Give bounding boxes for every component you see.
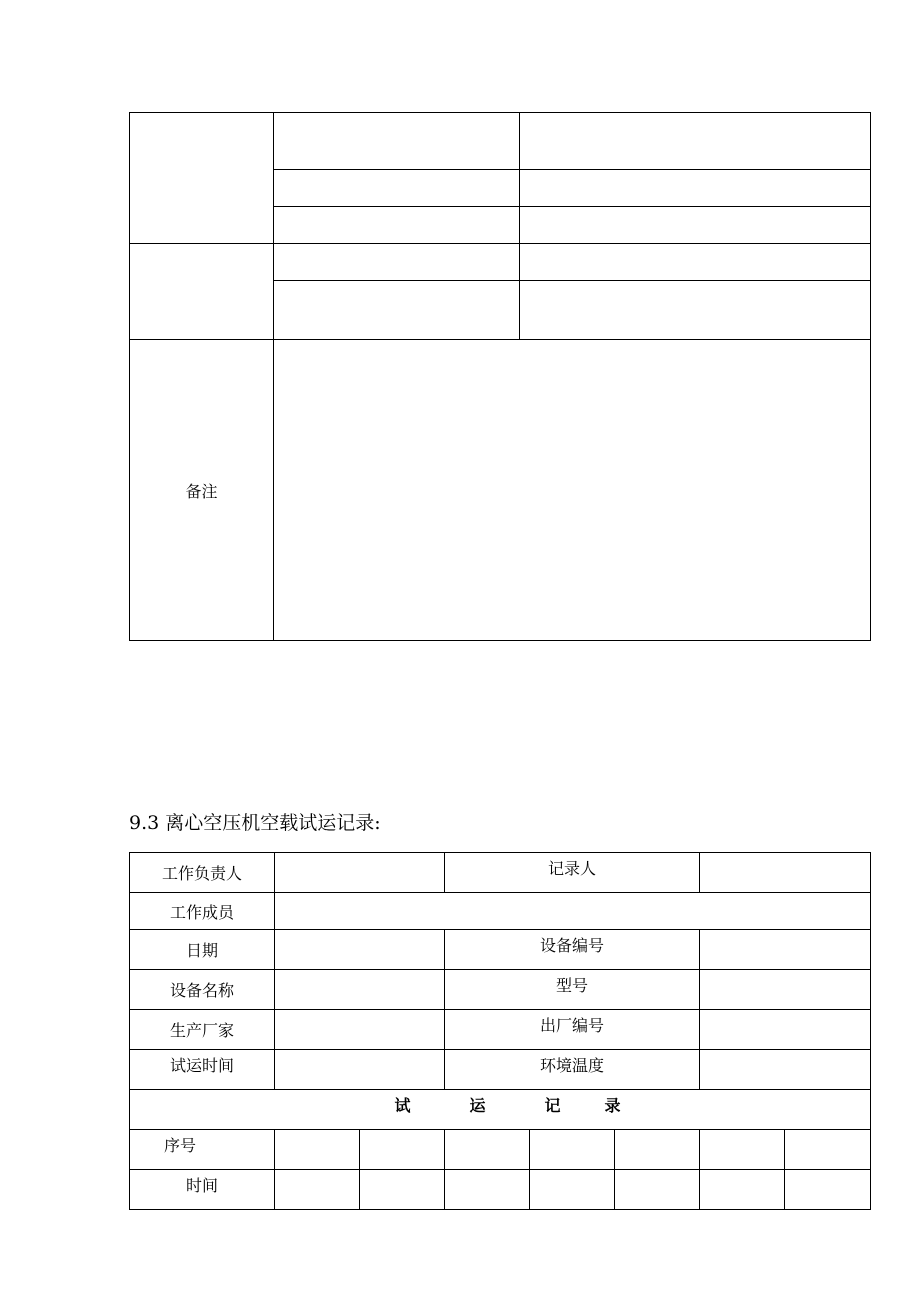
work-members-label: 工作成员 — [130, 893, 275, 930]
manufacturer-label: 生产厂家 — [130, 1010, 275, 1050]
equipment-no-label: 设备编号 — [445, 930, 700, 970]
banner-char: 记 — [544, 1096, 561, 1115]
sequence-cell[interactable] — [615, 1130, 700, 1170]
recorder-field[interactable] — [700, 853, 871, 893]
sequence-cell[interactable] — [700, 1130, 785, 1170]
form-cell[interactable] — [520, 244, 871, 281]
top-form-table — [129, 112, 871, 641]
work-leader-field[interactable] — [275, 853, 445, 893]
sequence-cell[interactable] — [530, 1130, 615, 1170]
banner-char: 试 — [394, 1096, 411, 1115]
trial-run-record-table — [129, 852, 871, 1210]
date-label: 日期 — [130, 930, 275, 970]
sequence-cell[interactable] — [275, 1130, 360, 1170]
remarks-label: 备注 — [130, 340, 274, 641]
time-label: 时间 — [130, 1170, 275, 1210]
model-label: 型号 — [445, 970, 700, 1010]
banner-char: 录 — [604, 1096, 621, 1115]
sequence-label: 序号 — [130, 1130, 275, 1170]
form-cell[interactable] — [274, 281, 520, 340]
form-cell[interactable] — [274, 170, 520, 207]
trial-time-label: 试运时间 — [130, 1050, 275, 1090]
sequence-cell[interactable] — [445, 1130, 530, 1170]
sequence-cell[interactable] — [785, 1130, 871, 1170]
time-cell[interactable] — [275, 1170, 360, 1210]
time-cell[interactable] — [700, 1170, 785, 1210]
form-cell[interactable] — [520, 113, 871, 170]
merged-label-cell-1 — [130, 113, 274, 244]
equipment-name-field[interactable] — [275, 970, 445, 1010]
form-cell[interactable] — [274, 113, 520, 170]
time-cell[interactable] — [530, 1170, 615, 1210]
time-cell[interactable] — [360, 1170, 445, 1210]
recorder-label: 记录人 — [445, 853, 700, 893]
date-field[interactable] — [275, 930, 445, 970]
time-cell[interactable] — [785, 1170, 871, 1210]
form-cell[interactable] — [274, 207, 520, 244]
form-cell[interactable] — [520, 281, 871, 340]
manufacturer-field[interactable] — [275, 1010, 445, 1050]
ambient-temp-field[interactable] — [700, 1050, 871, 1090]
merged-label-cell-2 — [130, 244, 274, 340]
factory-no-label: 出厂编号 — [445, 1010, 700, 1050]
equipment-no-field[interactable] — [700, 930, 871, 970]
time-cell[interactable] — [615, 1170, 700, 1210]
ambient-temp-label: 环境温度 — [445, 1050, 700, 1090]
time-cell[interactable] — [445, 1170, 530, 1210]
work-members-field[interactable] — [275, 893, 871, 930]
equipment-name-label: 设备名称 — [130, 970, 275, 1010]
section-title: 9.3 离心空压机空载试运记录: — [129, 812, 381, 834]
trial-record-banner — [130, 1090, 871, 1130]
form-cell[interactable] — [520, 207, 871, 244]
trial-time-field[interactable] — [275, 1050, 445, 1090]
factory-no-field[interactable] — [700, 1010, 871, 1050]
form-cell[interactable] — [274, 244, 520, 281]
model-field[interactable] — [700, 970, 871, 1010]
form-cell[interactable] — [520, 170, 871, 207]
sequence-cell[interactable] — [360, 1130, 445, 1170]
work-leader-label: 工作负责人 — [130, 853, 275, 893]
banner-char: 运 — [469, 1096, 486, 1115]
remarks-field[interactable] — [274, 340, 871, 641]
